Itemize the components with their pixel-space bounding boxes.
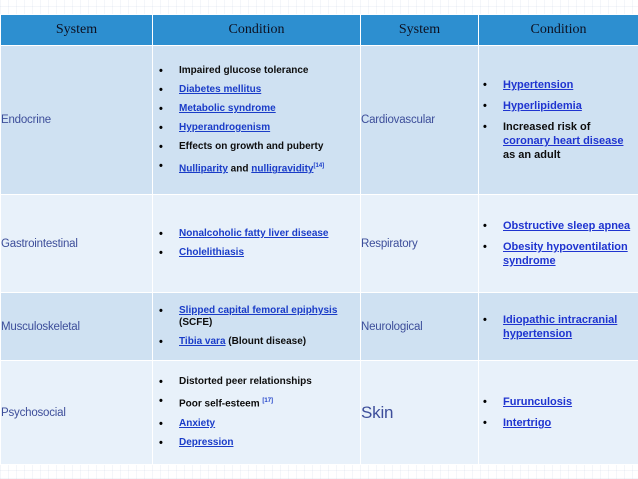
list-item [153,395,360,410]
conditions-neurological [479,292,638,360]
condition-link[interactable]: Nonalcoholic fatty liver disease [179,228,329,240]
citation-link[interactable]: [14] [313,163,325,169]
conditions-psychosocial [153,361,361,465]
list-item [153,122,360,134]
conditions-musculoskeletal [153,292,361,360]
condition-link[interactable]: Depression [179,436,234,448]
condition-link[interactable]: Furunculosis [503,396,573,409]
table-row [1,361,638,465]
condition-link[interactable]: Slipped capital femoral epiphysis [179,305,338,317]
list-item [153,103,360,115]
condition-link[interactable]: Hyperandrogenism [179,122,271,133]
list-item [153,84,360,96]
list-item [479,120,638,162]
conditions-skin [479,361,638,465]
condition-link[interactable]: Anxiety [179,417,216,429]
conditions-table [0,14,638,465]
system-skin: Skin [361,361,479,465]
condition-link[interactable]: Idiopathic intracranial hypertension [503,313,618,340]
system-cardiovascular: Cardiovascular [361,46,479,195]
condition-link[interactable]: nulligravidity [251,163,314,175]
list-item [153,418,360,430]
system-psychosocial: Psychosocial [1,361,153,465]
list-item [479,240,638,268]
list-item [153,376,360,388]
list-item [153,437,360,449]
list-item [479,395,638,409]
condition-suffix: as an adult [503,149,561,162]
condition-suffix: (SCFE) [179,317,213,329]
list-item [153,160,360,175]
condition-link[interactable]: Metabolic syndrome [179,103,276,114]
list-item [479,78,638,92]
condition-link[interactable]: Obstructive sleep apnea [503,220,631,233]
list-item [153,336,360,348]
system-neurological: Neurological [361,292,479,360]
list-item [479,219,638,233]
header-condition-right: Condition [479,15,638,46]
condition-link[interactable]: Hyperlipidemia [503,100,582,113]
condition-link[interactable]: Intertrigo [503,417,552,430]
condition-suffix: and [227,163,252,175]
condition-link[interactable]: Obesity hypoventilation syndrome [503,241,628,268]
condition-link[interactable]: Cholelithiasis [179,247,245,259]
condition-text: Poor self-esteem [179,398,260,410]
list-item [479,99,638,113]
condition-suffix: (Blount disease) [225,336,307,348]
header-row [1,15,638,46]
list-item [479,313,638,341]
table-row [1,195,638,292]
condition-link[interactable]: Hypertension [503,79,574,92]
list-item [153,65,360,77]
list-item [479,416,638,430]
list-item [153,228,360,240]
conditions-gastrointestinal [153,195,361,292]
table-row [1,46,638,195]
system-gastrointestinal: Gastrointestinal [1,195,153,292]
condition-link[interactable]: Nulliparity [179,163,228,175]
condition-link[interactable]: Diabetes mellitus [179,84,262,95]
list-item [153,141,360,153]
condition-text: Increased risk of [503,121,591,134]
condition-link[interactable]: Tibia vara [179,336,226,348]
system-respiratory: Respiratory [361,195,479,292]
citation-link[interactable]: [17] [262,398,274,405]
conditions-cardiovascular [479,46,638,195]
table-row [1,292,638,360]
list-item [153,305,360,329]
system-musculoskeletal: Musculoskeletal [1,292,153,360]
condition-text: Impaired glucose tolerance [179,65,309,76]
list-item [153,247,360,259]
condition-text: Effects on growth and puberty [179,141,324,152]
header-condition-left: Condition [153,15,361,46]
conditions-respiratory [479,195,638,292]
header-system-right: System [361,15,479,46]
condition-text: Distorted peer relationships [179,376,312,388]
condition-link[interactable]: coronary heart disease [503,135,624,148]
header-system-left: System [1,15,153,46]
conditions-endocrine [153,46,361,195]
system-endocrine: Endocrine [1,46,153,195]
